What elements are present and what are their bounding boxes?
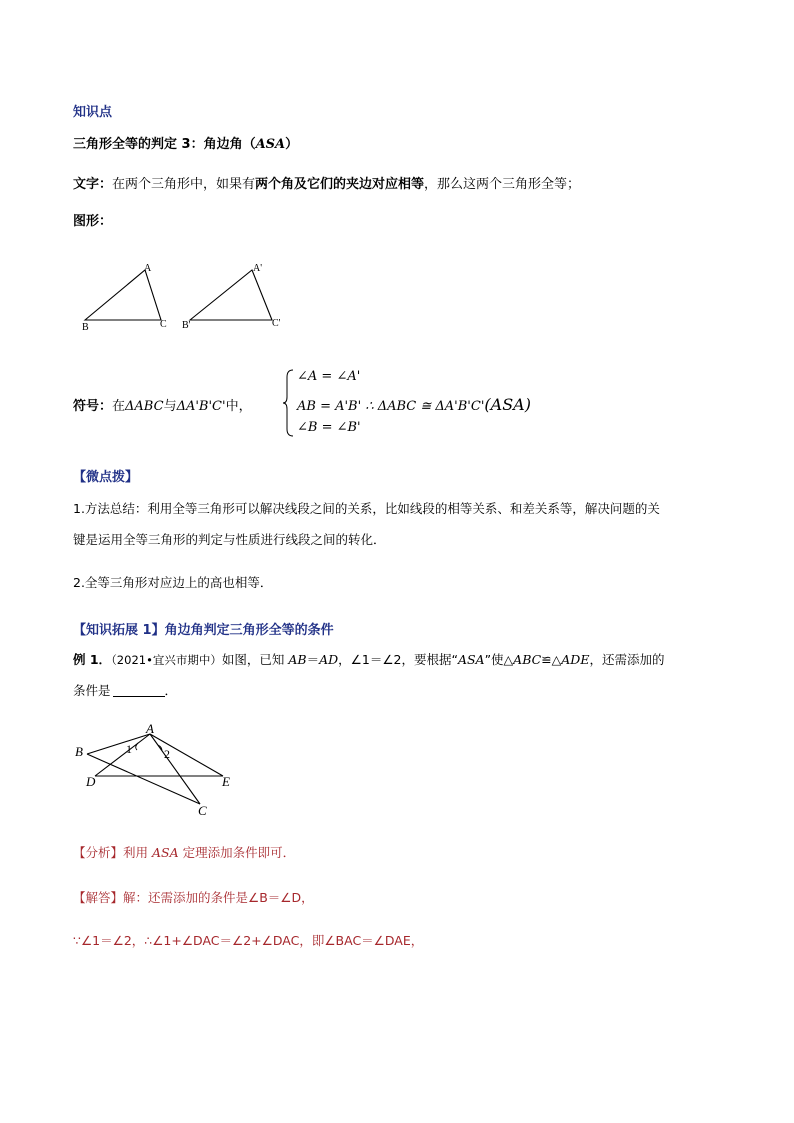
rule-title-prefix: 三角形全等的判定 3：角边角（ <box>73 137 256 152</box>
label-b: B <box>82 322 89 333</box>
text-def-post: ，那么这两个三角形全等； <box>424 177 581 192</box>
fig-label-d: D <box>86 774 96 789</box>
example-label: 例 1． <box>73 652 112 667</box>
rule-title-abbr: ASA <box>255 137 286 152</box>
label-c-prime: C' <box>272 318 281 329</box>
symbol-label: 符号： <box>73 399 113 414</box>
example-eq: ＝ <box>306 652 320 667</box>
symbol-line3: ∠B = ∠B' <box>297 420 361 435</box>
answer-line1-text: 解：还需添加的条件是∠B＝∠D， <box>123 890 314 905</box>
answer-blank[interactable] <box>113 695 165 697</box>
example-line1 <box>73 650 664 668</box>
symbol-mid: 与 <box>163 399 177 414</box>
text-definition <box>73 173 580 192</box>
analysis-pre: 利用 <box>123 845 152 860</box>
extension-heading: 【知识拓展 1】角边角判定三角形全等的条件 <box>73 623 334 638</box>
analysis-abbr: ASA <box>152 845 179 860</box>
symbol-pre: 在 <box>112 399 126 414</box>
example-abc: ABC <box>513 652 542 667</box>
symbol-line2-main: AB = A'B' ∴ ΔABC ≅ ΔA'B'C' <box>297 399 485 414</box>
answer-line2: ∵∠1＝∠2，∴∠1+∠DAC＝∠2+∠DAC，即∠BAC＝∠DAE， <box>73 933 424 948</box>
figure-label: 图形： <box>73 214 113 229</box>
label-b-prime: B' <box>182 320 191 331</box>
analysis-post: 定理添加条件即可． <box>178 845 296 860</box>
label-a: A <box>144 263 152 274</box>
symbol-tri2: ΔA'B'C' <box>176 399 226 414</box>
symbol-line2 <box>297 395 531 414</box>
example-figure <box>70 718 245 823</box>
example-asa: ASA <box>457 652 485 667</box>
label-c: C <box>160 319 167 330</box>
analysis <box>73 843 295 861</box>
fig-label-c: C <box>198 803 207 818</box>
symbol-line1: ∠A = ∠A' <box>297 369 361 384</box>
rule-title <box>73 133 298 152</box>
symbol-statement <box>73 395 252 414</box>
knowledge-heading: 知识点 <box>73 105 113 120</box>
triangles-figure <box>75 258 305 338</box>
answer-line1 <box>73 888 314 906</box>
example-text-c: ”使△ <box>484 652 514 667</box>
analysis-label: 【分析】 <box>73 845 124 860</box>
triangle-abc <box>85 270 161 320</box>
text-def-label: 文字： <box>73 177 113 192</box>
fig-label-angle2: 2 <box>164 747 170 761</box>
label-a-prime: A' <box>253 263 263 274</box>
triangle-a-prime <box>190 270 272 320</box>
example-text-d: ，还需添加的 <box>589 652 665 667</box>
rule-title-suffix: ） <box>285 137 299 152</box>
example-cong: ≌△ <box>541 652 562 667</box>
example-line2 <box>73 681 177 699</box>
answer-label: 【解答】 <box>73 890 124 905</box>
example-text-a: 如图，已知 <box>221 652 289 667</box>
example-source: （2021•宜兴市期中） <box>111 653 222 667</box>
example-end: ． <box>164 683 178 698</box>
fig-label-angle1: 1 <box>126 742 132 756</box>
symbol-post: 中， <box>225 399 252 414</box>
text-def-pre: 在两个三角形中，如果有 <box>112 177 256 192</box>
example-line2-text: 条件是 <box>73 683 111 698</box>
brace <box>283 369 295 437</box>
tips-heading: 【微点拨】 <box>73 470 139 485</box>
fig-label-a: A <box>146 721 154 736</box>
tips-p1-line1: 1.方法总结：利用全等三角形可以解决线段之间的关系，比如线段的相等关系、和差关系等，解决问题的关 <box>73 501 660 516</box>
tips-p2: 2.全等三角形对应边上的高也相等． <box>73 575 273 590</box>
tips-p1-line2: 键是运用全等三角形的判定与性质进行线段之间的转化． <box>73 532 386 547</box>
fig-label-e: E <box>222 774 230 789</box>
example-ab: AB <box>288 652 307 667</box>
symbol-asa: (ASA) <box>484 395 531 414</box>
example-text-b: ，∠1＝∠2，要根据“ <box>338 652 458 667</box>
symbol-tri1: ΔABC <box>125 399 164 414</box>
fig-label-b: B <box>75 744 83 759</box>
example-ade: ADE <box>561 652 590 667</box>
text-def-bold: 两个角及它们的夹边对应相等 <box>255 177 425 192</box>
example-ad: AD <box>319 652 339 667</box>
